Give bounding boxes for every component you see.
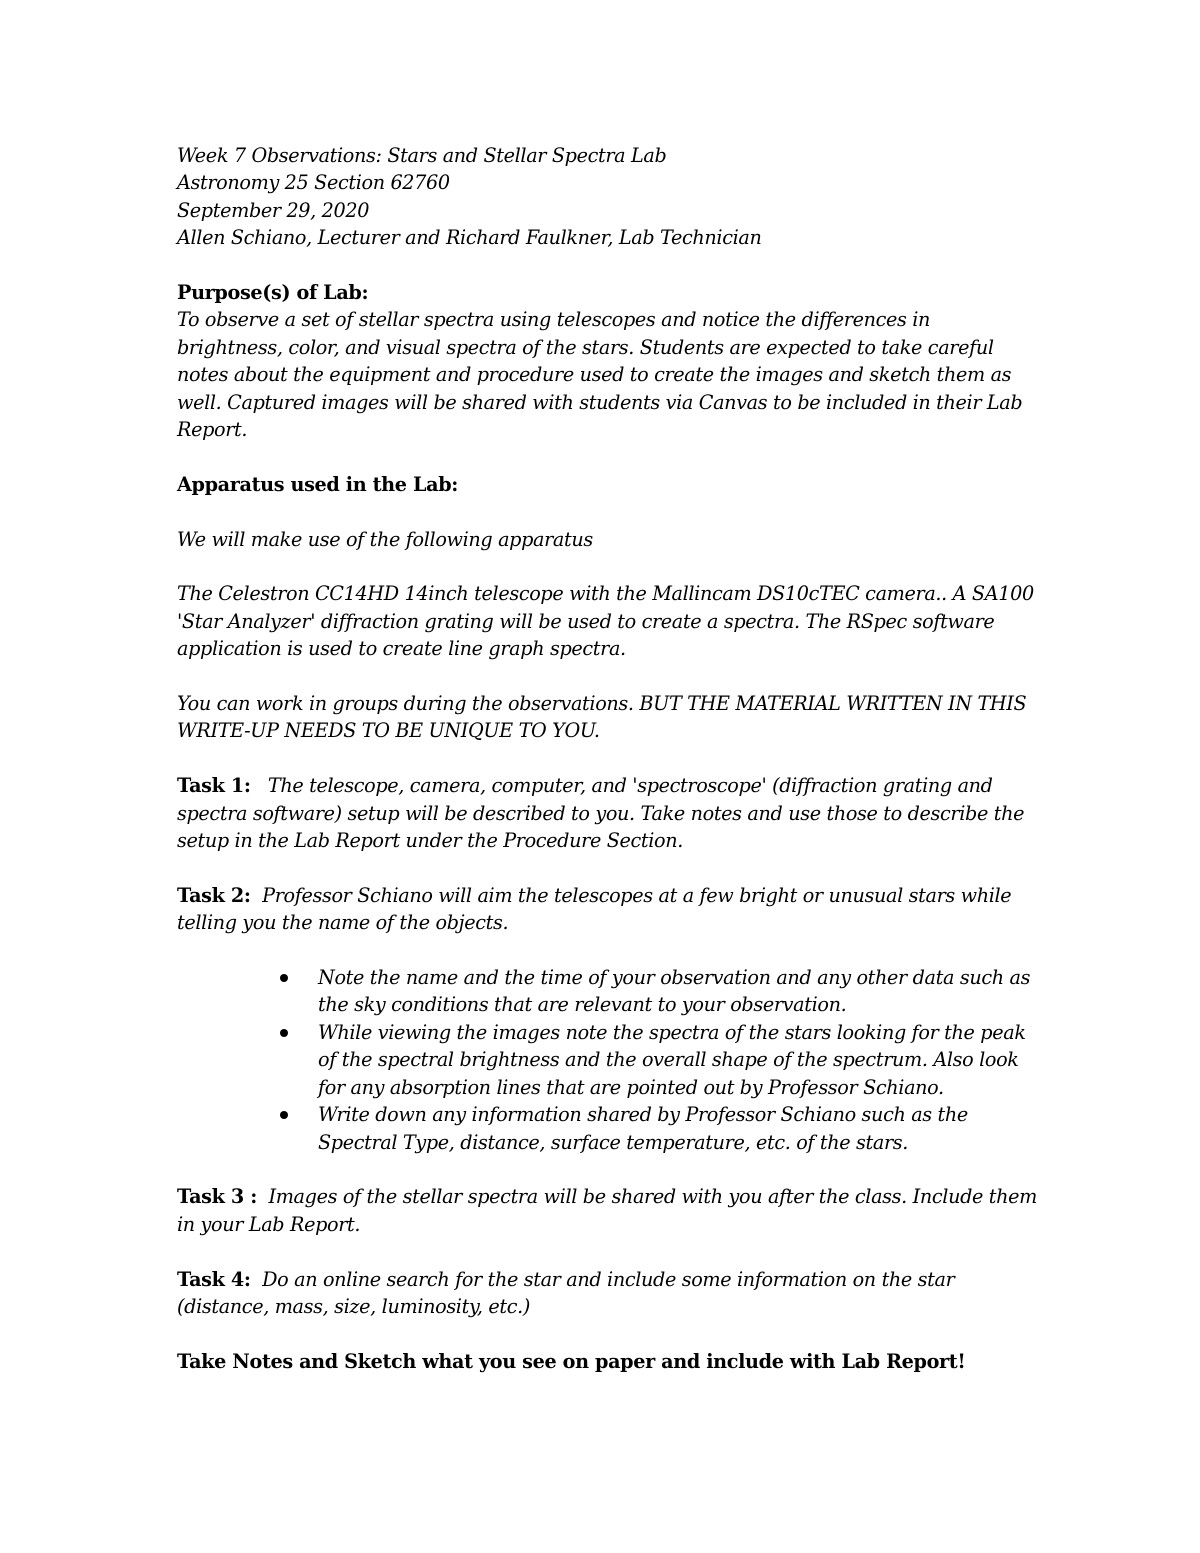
- spacer: [177, 553, 1037, 580]
- spacer: [177, 1238, 1037, 1265]
- task-1-label: Task 1:: [177, 774, 251, 798]
- groups-note: You can work in groups during the observations. BUT THE MATERIAL WRITTEN IN THIS WRITE-UP NEEDS TO BE UNIQUE TO YOU.: [177, 692, 1027, 743]
- spacer: [177, 1156, 1037, 1183]
- purpose-heading: Purpose(s) of Lab:: [177, 281, 369, 305]
- spacer: [177, 443, 1037, 470]
- bullet-icon: [280, 974, 288, 982]
- spacer: [177, 498, 1037, 525]
- lab-date: September 29, 2020: [177, 198, 370, 222]
- purpose-text: To observe a set of stellar spectra using telescopes and notice the differences in brightness, color, and visual spectra of the stars. Students are expected to take careful notes about the equipment and procedure used to create the images and sketch them as well. Captured images will be shared with students via Canvas to be included in their Lab Report.: [177, 308, 1023, 442]
- task-3: [177, 1183, 1037, 1238]
- apparatus-description: The Celestron CC14HD 14inch telescope with the Mallincam DS10cTEC camera.. A SA100 'Star Analyzer' diffraction grating will be used to create a spectra. The RSpec software application is used to create line graph spectra.: [177, 582, 1034, 661]
- list-item: [177, 1101, 1037, 1156]
- bullet-icon: [280, 1029, 288, 1037]
- bullet-icon: [280, 1111, 288, 1119]
- instructors: Allen Schiano, Lecturer and Richard Faulkner, Lab Technician: [177, 226, 762, 250]
- spacer: [177, 663, 1037, 690]
- task-2: [177, 882, 1037, 937]
- document-content: [177, 142, 1037, 1375]
- bullet-text: Note the name and the time of your observation and any other data such as the sky conditions that are relevant to your observation.: [318, 966, 1031, 1017]
- bullet-text: Write down any information shared by Professor Schiano such as the Spectral Type, distance, surface temperature, etc. of the stars.: [318, 1103, 968, 1154]
- lab-title: Week 7 Observations: Stars and Stellar Spectra Lab: [177, 144, 667, 167]
- spacer: [177, 252, 1037, 279]
- task-1-text: The telescope, camera, computer, and 'spectroscope' (diffraction grating and spectra software) setup will be described to you. Take notes and use those to describe the setup in the Lab Report under the Procedure Section.: [177, 774, 1025, 853]
- bullet-text: While viewing the images note the spectra of the stars looking for the peak of the spectral brightness and the overall shape of the spectrum. Also look for any absorption lines that are pointed out by Professor Schiano.: [318, 1020, 1026, 1099]
- task-3-text: Images of the stellar spectra will be shared with you after the class. Include them in your Lab Report.: [177, 1185, 1037, 1236]
- task-3-label: Task 3 :: [177, 1185, 257, 1209]
- list-item: [177, 964, 1037, 1019]
- task-4: [177, 1266, 1037, 1321]
- spacer: [177, 1320, 1037, 1347]
- task-4-label: Task 4:: [177, 1267, 251, 1291]
- spacer: [177, 937, 1037, 964]
- task-1: [177, 772, 1037, 854]
- closing-instruction: Take Notes and Sketch what you see on paper and include with Lab Report!: [177, 1349, 966, 1373]
- task-2-label: Task 2:: [177, 883, 251, 907]
- task-2-text: Professor Schiano will aim the telescopes at a few bright or unusual stars while telling you the name of the objects.: [177, 883, 1012, 935]
- spacer: [177, 854, 1037, 881]
- spacer: [177, 745, 1037, 772]
- apparatus-intro: We will make use of the following apparatus: [177, 527, 593, 551]
- course-section: Astronomy 25 Section 62760: [177, 171, 450, 195]
- list-item: [177, 1019, 1037, 1101]
- task-2-bullet-list: [177, 964, 1037, 1156]
- document-header: [177, 142, 1037, 252]
- apparatus-heading: Apparatus used in the Lab:: [177, 472, 458, 496]
- task-4-text: Do an online search for the star and include some information on the star (distance, mass, size, luminosity, etc.): [177, 1267, 955, 1318]
